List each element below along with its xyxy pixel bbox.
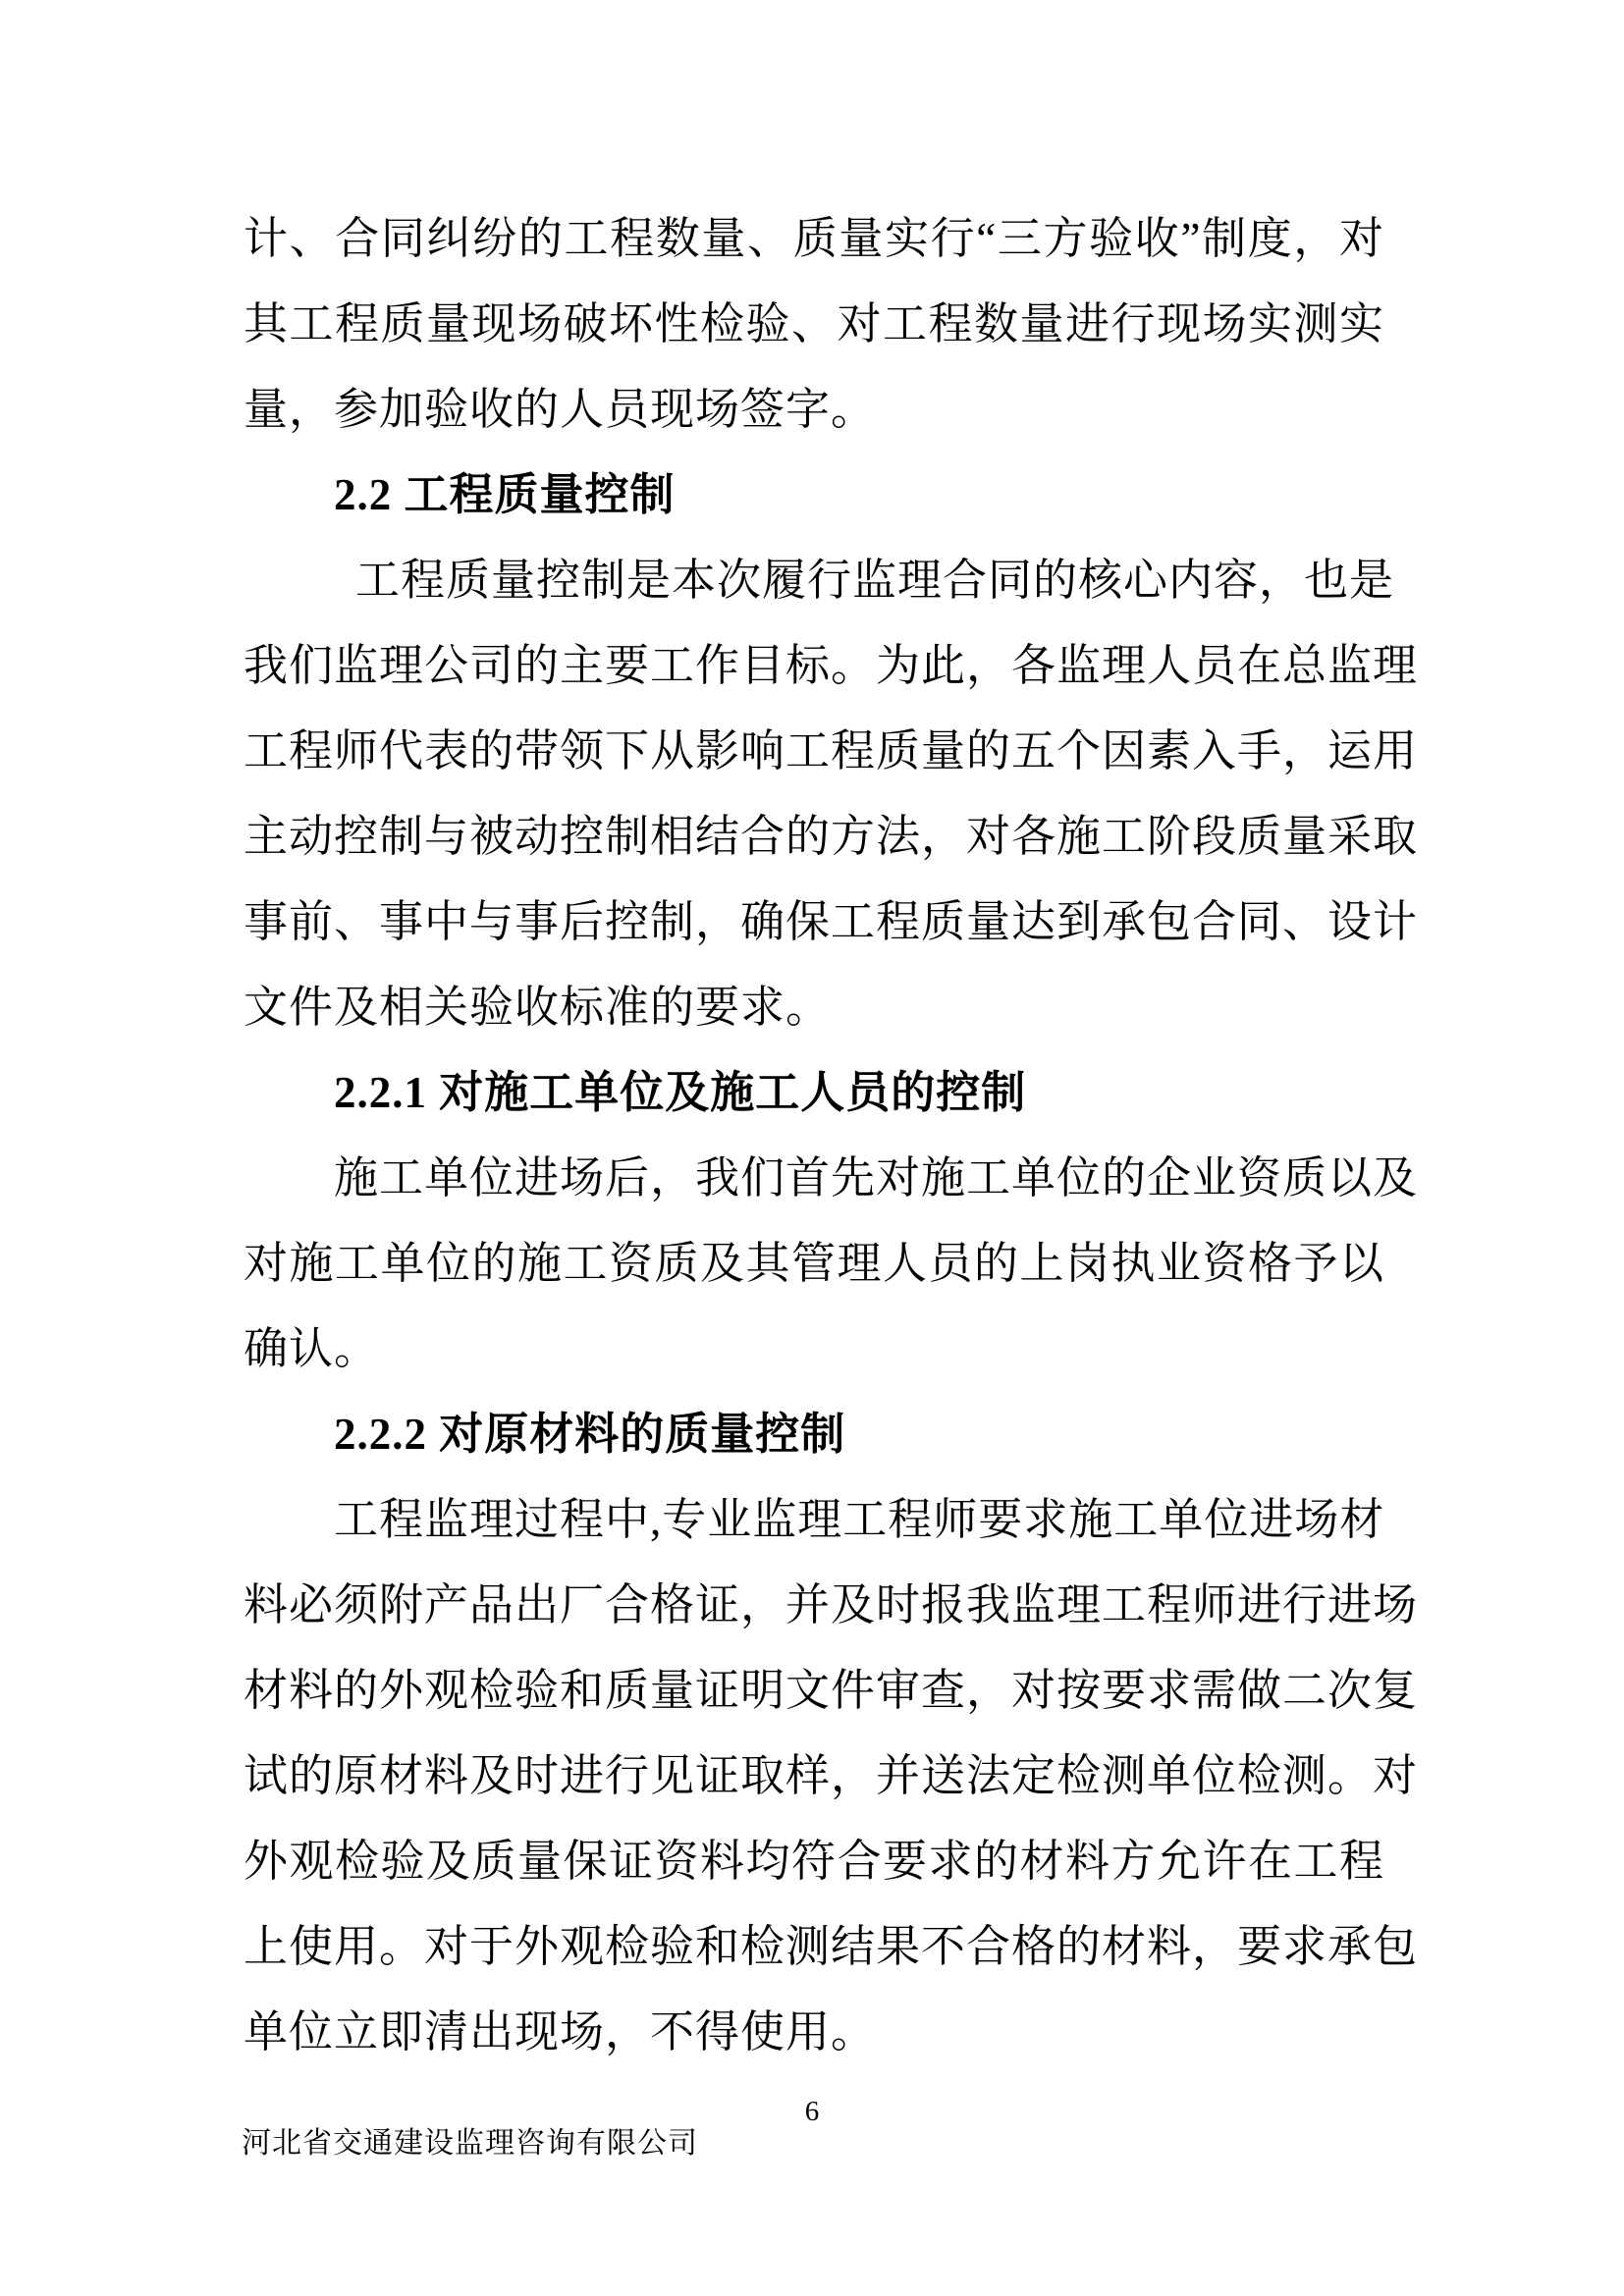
text-line: 料必须附产品出厂合格证，并及时报我监理工程师进行进场 bbox=[244, 1580, 1419, 1629]
text-line: 材料的外观检验和质量证明文件审查，对按要求需做二次复 bbox=[244, 1666, 1419, 1715]
text-line: 施工单位进场后，我们首先对施工单位的企业资质以及 bbox=[334, 1153, 1419, 1202]
text-line: 主动控制与被动控制相结合的方法，对各施工阶段质量采取 bbox=[244, 812, 1419, 861]
paragraph bbox=[244, 1136, 1419, 1392]
text-line: 我们监理公司的主要工作目标。为此，各监理人员在总监理 bbox=[244, 641, 1419, 690]
text-line: 对施工单位的施工资质及其管理人员的上岗执业资格予以 bbox=[244, 1239, 1384, 1288]
paragraph bbox=[244, 538, 1419, 1050]
text-line: 单位立即清出现场，不得使用。 bbox=[244, 2007, 877, 2056]
text-line: 外观检验及质量保证资料均符合要求的材料方允许在工程 bbox=[244, 1837, 1384, 1886]
text-line: 试的原材料及时进行见证取样，并送法定检测单位检测。对 bbox=[244, 1751, 1419, 1800]
text-line: 工程师代表的带领下从影响工程质量的五个因素入手，运用 bbox=[244, 726, 1419, 775]
text-line: 计、合同纠纷的工程数量、质量实行“三方验收”制度，对 bbox=[244, 214, 1384, 263]
paragraph bbox=[244, 196, 1384, 453]
text-line: 工程监理过程中,专业监理工程师要求施工单位进场材 bbox=[334, 1495, 1385, 1544]
paragraph bbox=[244, 1477, 1419, 2075]
page-number: 6 bbox=[804, 2096, 820, 2127]
text-line: 文件及相关验收标准的要求。 bbox=[244, 983, 832, 1032]
text-line: 其工程质量现场破坏性检验、对工程数量进行现场实测实 bbox=[244, 299, 1384, 348]
text-line: 工程质量控制是本次履行监理合同的核心内容，也是 bbox=[355, 556, 1395, 605]
text-line: 事前、事中与事后控制，确保工程质量达到承包合同、设计 bbox=[244, 897, 1419, 946]
section-heading-2-2: 2.2 工程质量控制 bbox=[334, 470, 676, 519]
text-line: 量，参加验收的人员现场签字。 bbox=[244, 385, 877, 434]
document-body bbox=[244, 196, 1419, 2075]
section-heading-2-2-1: 2.2.1 对施工单位及施工人员的控制 bbox=[334, 1068, 1027, 1117]
footer-company-name: 河北省交通建设监理咨询有限公司 bbox=[242, 2127, 698, 2160]
text-line: 确认。 bbox=[244, 1324, 380, 1373]
section-heading-2-2-2: 2.2.2 对原材料的质量控制 bbox=[334, 1410, 846, 1459]
text-line: 上使用。对于外观检验和检测结果不合格的材料，要求承包 bbox=[244, 1922, 1419, 1971]
